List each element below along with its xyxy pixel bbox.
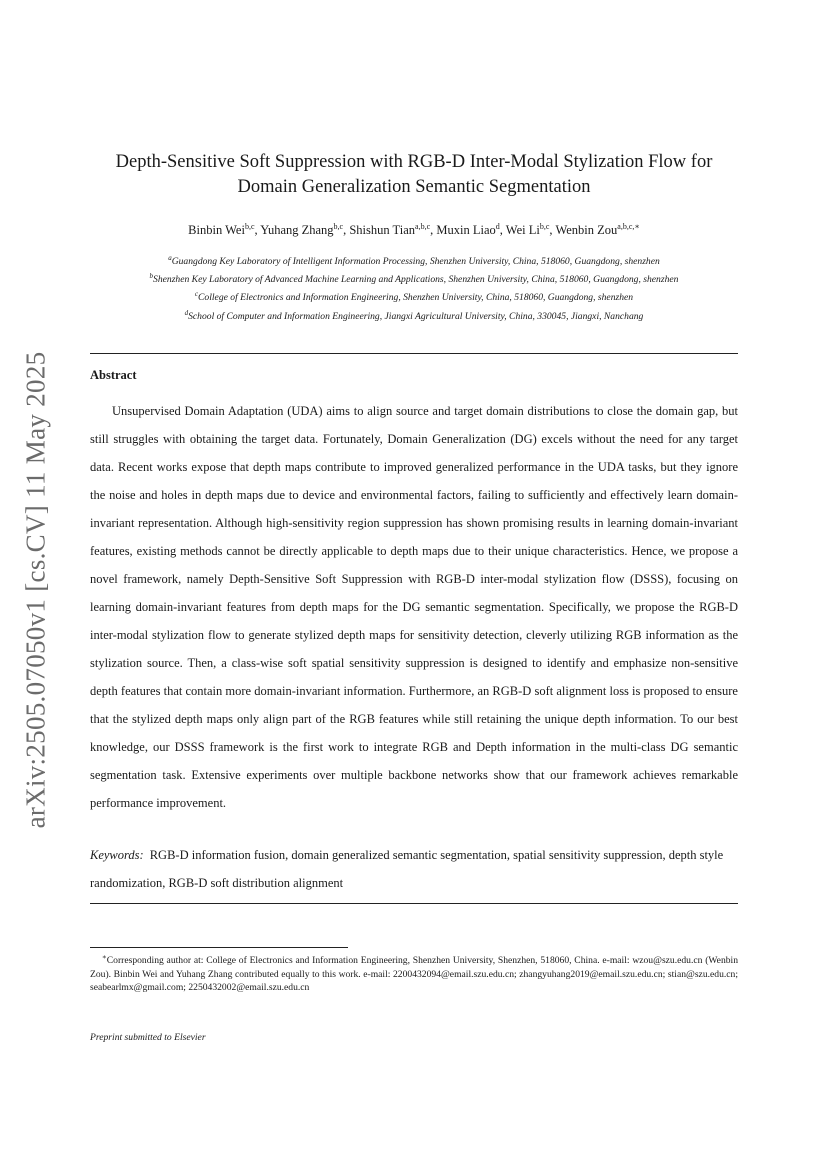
title-line-1: Depth-Sensitive Soft Suppression with RGB-D Inter-Modal Stylization Flow for xyxy=(115,152,713,172)
author-separator: , xyxy=(549,223,556,238)
affiliation xyxy=(60,269,768,287)
abstract-bottom-rule xyxy=(90,903,738,904)
footnote-mark: ∗ xyxy=(102,953,107,961)
author xyxy=(506,223,556,237)
title-line-2: Domain Generalization Semantic Segmentation xyxy=(237,177,591,197)
affiliation-text: Guangdong Key Laboratory of Intelligent Information Processing, Shenzhen University, China, 518060, Guangdong, shenzhen xyxy=(171,256,660,268)
abstract-body xyxy=(90,397,738,817)
author xyxy=(260,223,349,237)
author-affil-marks: a,b,c xyxy=(415,222,431,231)
footnote-rule xyxy=(90,947,348,948)
affiliation xyxy=(60,306,768,324)
author-affil-marks: a,b,c,∗ xyxy=(617,222,640,231)
abstract-paragraph: Unsupervised Domain Adaptation (UDA) aims to align source and target domain distributions to close the domain gap, but still struggles with obtaining the target data. Fortunately, Domain Generalization (DG) excels without the need for any target data. Recent works expose that depth maps contribute to improved generalized performance in the UDA tasks, but they ignore the noise and holes in depth maps due to device and environmental factors, failing to sufficiently and effectively learn domain-invariant representation. Although high-sensitivity region suppression has shown promising results in learning domain-invariant features, existing methods cannot be directly applicable to depth maps due to their unique characteristics. Hence, we propose a novel framework, namely Depth-Sensitive Soft Suppression with RGB-D inter-modal stylization flow (DSSS), focusing on learning domain-invariant features from depth maps for the DG semantic segmentation. Specifically, we propose the RGB-D inter-modal stylization flow to generate stylized depth maps for sensitivity detection, cleverly utilizing RGB information as the stylization source. Then, a class-wise soft spatial sensitivity suppression is designed to identify and emphasize non-sensitive depth features that contain more domain-invariant information. Furthermore, an RGB-D soft alignment loss is proposed to ensure that the stylized depth maps only align part of the RGB features while still retaining the unique depth information. To our best knowledge, our DSSS framework is the first work to integrate RGB and Depth information in the multi-class DG semantic segmentation task. Extensive experiments over multiple backbone networks show that our framework achieves remarkable performance improvement. xyxy=(90,404,738,810)
paper-title xyxy=(60,150,768,200)
affiliation xyxy=(60,251,768,269)
arxiv-id-text: arXiv:2505.07050v1 [cs.CV] 11 May 2025 xyxy=(20,351,51,829)
abstract-top-rule xyxy=(90,353,738,354)
author-separator: , xyxy=(430,223,437,238)
author xyxy=(436,223,505,237)
author xyxy=(349,223,436,237)
author-name: Wenbin Zou xyxy=(555,223,618,238)
abstract-heading: Abstract xyxy=(90,368,137,382)
affiliation-text: School of Computer and Information Engineering, Jiangxi Agricultural University, China, 330045, Jiangxi, Nanchang xyxy=(188,310,644,322)
preprint-note: Preprint submitted to Elsevier xyxy=(90,1032,206,1043)
author-affil-marks: b,c xyxy=(244,222,255,231)
author xyxy=(188,223,260,237)
keywords-text: RGB-D information fusion, domain generalized semantic segmentation, spatial sensitivity suppression, depth style randomization, RGB-D soft distribution alignment xyxy=(90,848,724,890)
author-affil-marks: d xyxy=(495,222,500,231)
affiliation-mark: d xyxy=(184,308,189,317)
author-name: Yuhang Zhang xyxy=(260,223,334,238)
affiliation-mark: b xyxy=(149,272,154,281)
author-separator: , xyxy=(499,223,506,238)
author-affil-marks: b,c xyxy=(333,222,344,231)
author xyxy=(555,223,639,237)
keywords-label: Keywords: xyxy=(90,848,144,862)
affiliation-text: Shenzhen Key Laboratory of Advanced Machine Learning and Applications, Shenzhen University, China, 518060, Guangdong, shenzhen xyxy=(153,274,679,286)
author-separator: , xyxy=(254,223,261,238)
keywords xyxy=(90,841,738,897)
author-name: Muxin Liao xyxy=(436,223,496,238)
affiliation xyxy=(60,287,768,305)
footnote-text: Corresponding author at: College of Electronics and Information Engineering, Shenzhen University, Shenzhen, 518060, China. e-mail: wzou@szu.edu.cn (Wenbin Zou). Binbin Wei and Yuhang Zhang contributed equally to this work. e-mail: 2200432094@email.szu.edu.cn; zhangyuhang2019@email.szu.edu.cn; stian@szu.edu.cn; seabearlmx@gmail.com; 2250432002@email.szu.edu.cn xyxy=(90,955,738,994)
author-affil-marks: b,c xyxy=(539,222,550,231)
author-separator: , xyxy=(343,223,350,238)
affiliation-mark: a xyxy=(168,254,172,262)
author-list xyxy=(60,222,768,238)
author-name: Shishun Tian xyxy=(349,223,416,238)
author-name: Wei Li xyxy=(505,223,540,238)
affiliation-list xyxy=(60,251,768,324)
affiliation-text: College of Electronics and Information Engineering, Shenzhen University, China, 518060, Guangdong, shenzhen xyxy=(198,292,634,304)
author-name: Binbin Wei xyxy=(188,223,245,238)
corresponding-author-footnote xyxy=(90,951,738,995)
affiliation-mark: c xyxy=(194,290,199,299)
